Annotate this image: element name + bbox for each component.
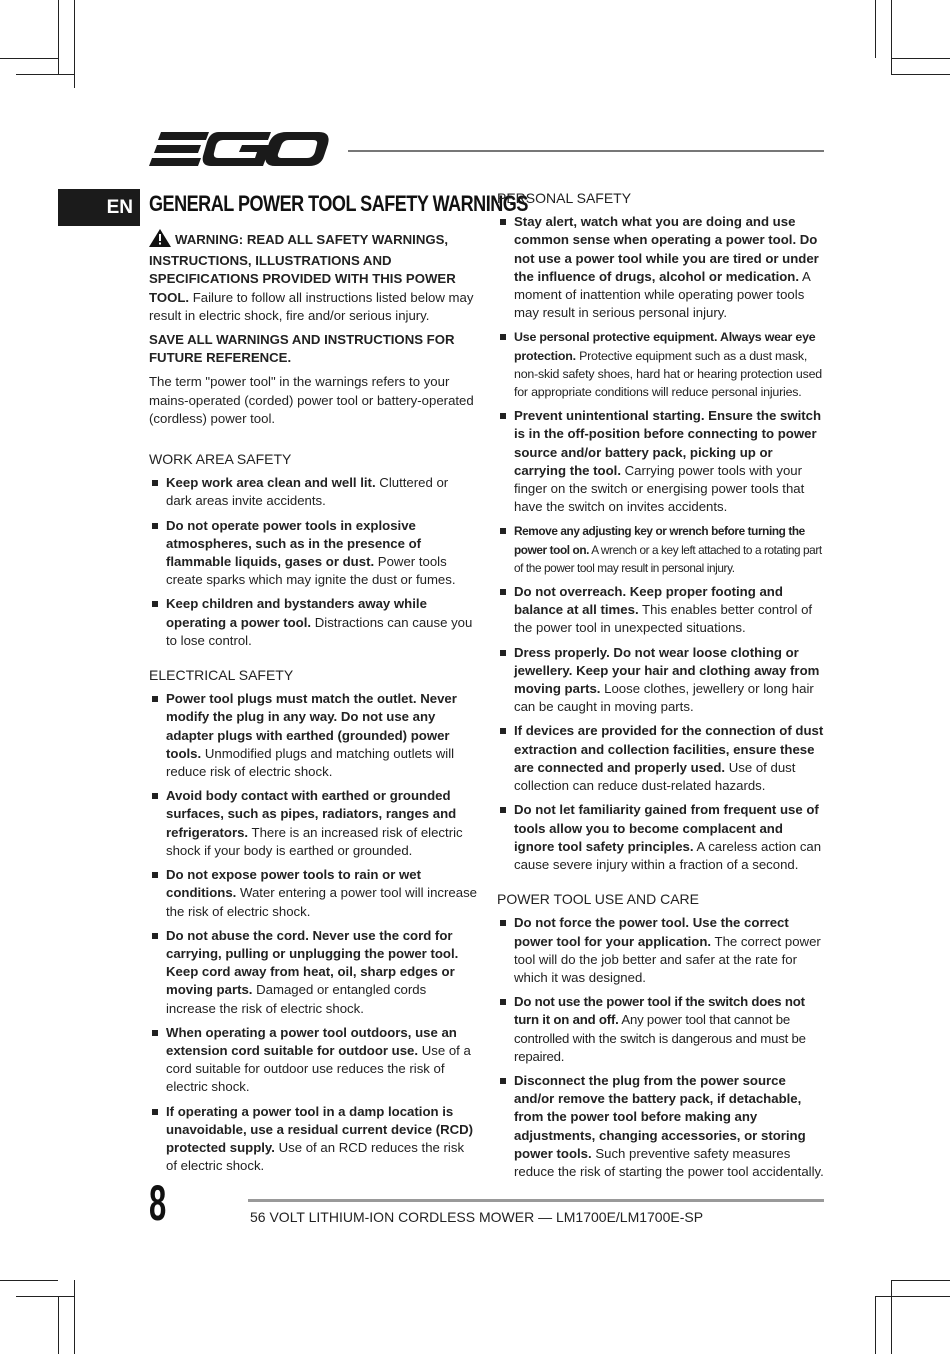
warning-bold-text: READ ALL SAFETY WARNINGS, INSTRUCTIONS, ILLUSTRATIONS AND SPECIFICATIONS PROVIDED WITH THIS POWER TOOL. (149, 232, 456, 305)
list-item: When operating a power tool outdoors, use an extension cord suitable for outdoor use. Use of a cord suitable for outdoor use reduces the risk of electric shock. (149, 1024, 477, 1097)
list-item: Do not expose power tools to rain or wet conditions. Water entering a power tool will increase the risk of electric shock. (149, 866, 477, 921)
list-item: Prevent unintentional starting. Ensure the switch is in the off-position before connecting to power source and/or battery pack, picking up or carrying the tool. Carrying power tools with your finger on the switch or energising power tools that have the switch on invites accidents. (497, 407, 825, 516)
crop-mark (74, 1280, 75, 1354)
language-tab: EN (58, 189, 140, 226)
crop-mark (58, 0, 59, 74)
use-care-list (497, 914, 825, 1181)
crop-mark (891, 74, 950, 75)
section-title-use-care: POWER TOOL USE AND CARE (497, 891, 700, 908)
warning-triangle-icon (149, 229, 171, 252)
list-item: Keep work area clean and well lit. Cluttered or dark areas invite accidents. (149, 474, 477, 510)
crop-mark (875, 0, 876, 58)
list-item: Do not let familiarity gained from frequent use of tools allow you to become complacent and ignore tool safety principles. A careless action can cause severe injury within a fraction of a second. (497, 801, 825, 874)
list-item: Stay alert, watch what you are doing and use common sense when operating a power tool. Do not use a power tool while you are tired or under the influence of drugs, alcohol or medication. A moment of inattention while operating power tools may result in serious personal injury. (497, 213, 825, 322)
warning-text: Failure to follow all instructions listed below may result in electric shock, fire and/or serious injury. (149, 289, 474, 323)
crop-mark (891, 0, 892, 74)
page-title: GENERAL POWER TOOL SAFETY WARNINGS (149, 191, 528, 216)
warning-label: WARNING: (175, 232, 244, 247)
crop-mark (74, 0, 75, 88)
crop-mark (891, 58, 950, 59)
list-item: Power tool plugs must match the outlet. Never modify the plug in any way. Do not use any adapter plugs with earthed (grounded) power tools. Unmodified plugs and matching outlets will reduce risk of electric shock. (149, 690, 477, 781)
term-definition: The term "power tool" in the warnings refers to your mains-operated (corded) power tool or battery-operated (cordless) power tool. (149, 374, 474, 426)
crop-mark (891, 1280, 892, 1354)
crop-mark (16, 74, 74, 75)
crop-mark (58, 1296, 59, 1354)
work-area-list (149, 474, 477, 650)
crop-mark (16, 1296, 74, 1297)
list-item: Do not operate power tools in explosive atmospheres, such as in the presence of flammable liquids, gases or dust. Power tools create sparks which may ignite the dust or fumes. (149, 517, 477, 590)
crop-mark (875, 1296, 876, 1354)
crop-mark (891, 1280, 950, 1281)
section-title-work-area: WORK AREA SAFETY (149, 451, 292, 468)
list-item: Do not abuse the cord. Never use the cord for carrying, pulling or unplugging the power tool. Keep cord away from heat, oil, sharp edges or moving parts. Damaged or entangled cords increase the risk of electric shock. (149, 927, 477, 1018)
left-column (149, 187, 528, 1181)
list-item: Dress properly. Do not wear loose clothing or jewellery. Keep your hair and clothing away from moving parts. Loose clothes, jewellery or long hair can be caught in moving parts. (497, 644, 825, 717)
section-title-personal: PERSONAL SAFETY (497, 190, 632, 206)
footer-rule (248, 1199, 824, 1202)
right-column (497, 187, 825, 1187)
crop-mark (0, 58, 58, 59)
save-notice: SAVE ALL WARNINGS AND INSTRUCTIONS FOR FUTURE REFERENCE. (149, 332, 455, 366)
list-item: Do not overreach. Keep proper footing and balance at all times. This enables better control of the power tool in unexpected situations. (497, 583, 825, 638)
list-item: Avoid body contact with earthed or grounded surfaces, such as pipes, radiators, ranges and refrigerators. There is an increased risk of electric shock if your body is earthed or grounded. (149, 787, 477, 860)
crop-mark (0, 1280, 58, 1281)
section-title-electrical: ELECTRICAL SAFETY (149, 667, 294, 684)
electrical-list (149, 690, 477, 1175)
list-item: If devices are provided for the connection of dust extraction and collection facilities, ensure these are connected and properly used. Use of dust collection can reduce dust-related hazards. (497, 722, 825, 795)
list-item: Do not force the power tool. Use the correct power tool for your application. The correct power tool will do the job better and safer at the rate for which it was designed. (497, 914, 825, 987)
crop-mark (875, 1296, 950, 1297)
personal-list (497, 213, 825, 874)
list-item: Do not use the power tool if the switch does not turn it on and off. Any power tool that cannot be controlled with the switch is dangerous and must be repaired. (497, 993, 825, 1066)
header-rule (348, 150, 824, 152)
list-item: Use personal protective equipment. Always wear eye protection. Protective equipment such as a dust mask, non-skid safety shoes, hard hat or hearing protection used for appropriate conditions will reduce personal injuries. (497, 328, 825, 401)
footer-text: 56 VOLT LITHIUM-ION CORDLESS MOWER — LM1700E/LM1700E-SP (250, 1209, 704, 1225)
warning-paragraph (149, 229, 477, 325)
list-item: Disconnect the plug from the power source and/or remove the battery pack, if detachable, from the power tool before making any adjustments, changing accessories, or storing power tools. Such preventive safety measures reduce the risk of starting the power tool accidentally. (497, 1072, 825, 1181)
list-item: Remove any adjusting key or wrench before turning the power tool on. A wrench or a key left attached to a rotating part of the power tool may result in personal injury. (497, 522, 825, 577)
ego-logo (149, 130, 331, 170)
list-item: Keep children and bystanders away while operating a power tool. Distractions can cause you to lose control. (149, 595, 477, 650)
list-item: If operating a power tool in a damp location is unavoidable, use a residual current device (RCD) protected supply. Use of an RCD reduces the risk of electric shock. (149, 1103, 477, 1176)
page-number: 8 (149, 1175, 167, 1231)
